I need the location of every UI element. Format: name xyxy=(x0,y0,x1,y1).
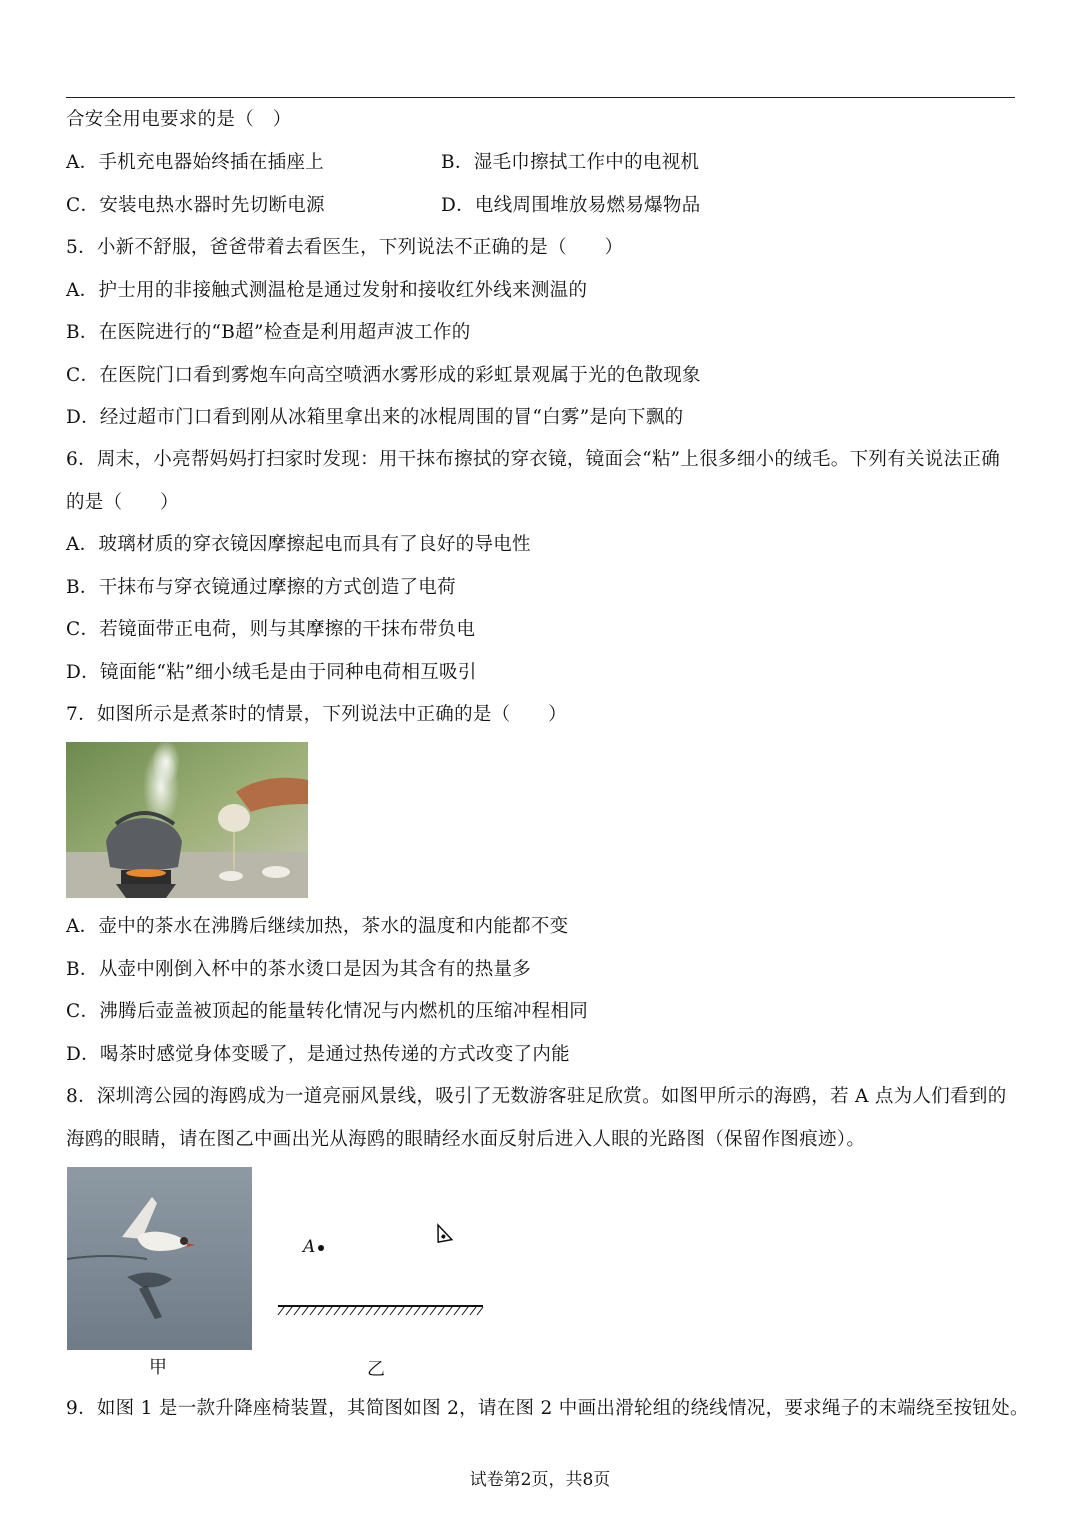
q8-stem-cont: 海鸥的眼睛，请在图乙中画出光从海鸥的眼睛经水面反射后进入人眼的光路图（保留作图痕迹）。 xyxy=(66,1129,866,1150)
q5-option-a: A．护士用的非接触式测温枪是通过发射和接收红外线来测温的 xyxy=(66,280,588,301)
reflection-diagram xyxy=(270,1210,490,1325)
q6-option-c: C．若镜面带正电荷，则与其摩擦的干抹布带负电 xyxy=(66,619,476,640)
q7-option-d: D．喝茶时感觉身体变暖了，是通过热传递的方式改变了内能 xyxy=(66,1044,570,1065)
seagull-photo xyxy=(67,1167,252,1350)
header-rule xyxy=(66,97,1015,98)
caption-jia: 甲 xyxy=(149,1357,167,1378)
q5-option-c: C．在医院门口看到雾炮车向高空喷洒水雾形成的彩虹景观属于光的色散现象 xyxy=(66,365,701,386)
q6-option-b: B．干抹布与穿衣镜通过摩擦的方式创造了电荷 xyxy=(66,577,456,598)
q6-stem-cont: 的是（ ） xyxy=(66,492,179,513)
q4-option-d: D．电线周围堆放易燃易爆物品 xyxy=(441,195,701,216)
q4-option-c: C．安装电热水器时先切断电源 xyxy=(66,195,325,216)
q5-stem: 5．小新不舒服，爸爸带着去看医生，下列说法不正确的是（ ） xyxy=(66,237,624,258)
q6-option-d: D．镜面能“粘”细小绒毛是由于同种电荷相互吸引 xyxy=(66,662,477,683)
q6-stem: 6．周末，小亮帮妈妈打扫家时发现：用干抹布擦拭的穿衣镜，镜面会“粘”上很多细小的绒毛。下列有关说法正确 xyxy=(66,449,1000,470)
q6-option-a: A．玻璃材质的穿衣镜因摩擦起电而具有了良好的导电性 xyxy=(66,534,531,555)
q4-option-a: A．手机充电器始终插在插座上 xyxy=(66,152,325,173)
caption-yi: 乙 xyxy=(367,1359,385,1380)
point-a-label: A xyxy=(303,1237,316,1257)
q7-stem: 7．如图所示是煮茶时的情景，下列说法中正确的是（ ） xyxy=(66,704,567,725)
q5-option-d: D．经过超市门口看到刚从冰箱里拿出来的冰棍周围的冒“白雾”是向下飘的 xyxy=(66,407,684,428)
q5-option-b: B．在医院进行的“B超”检查是利用超声波工作的 xyxy=(66,322,471,343)
q7-option-b: B．从壶中刚倒入杯中的茶水烫口是因为其含有的热量多 xyxy=(66,959,532,980)
q9-stem: 9．如图 1 是一款升降座椅装置，其简图如图 2，请在图 2 中画出滑轮组的绕线情况，要求绳子的末端绕至按钮处。 xyxy=(66,1398,1029,1419)
q7-option-a: A．壶中的茶水在沸腾后继续加热，茶水的温度和内能都不变 xyxy=(66,916,569,937)
q8-stem: 8．深圳湾公园的海鸥成为一道亮丽风景线，吸引了无数游客驻足欣赏。如图甲所示的海鸥，若 A 点为人们看到的 xyxy=(66,1086,1007,1107)
q4-option-b: B．湿毛巾擦拭工作中的电视机 xyxy=(441,152,700,173)
page-footer: 试卷第2页，共8页 xyxy=(469,1470,611,1490)
q4-stem-tail: 合安全用电要求的是（ ） xyxy=(66,109,292,130)
tea-kettle-photo xyxy=(66,742,308,898)
q7-option-c: C．沸腾后壶盖被顶起的能量转化情况与内燃机的压缩冲程相同 xyxy=(66,1001,589,1022)
